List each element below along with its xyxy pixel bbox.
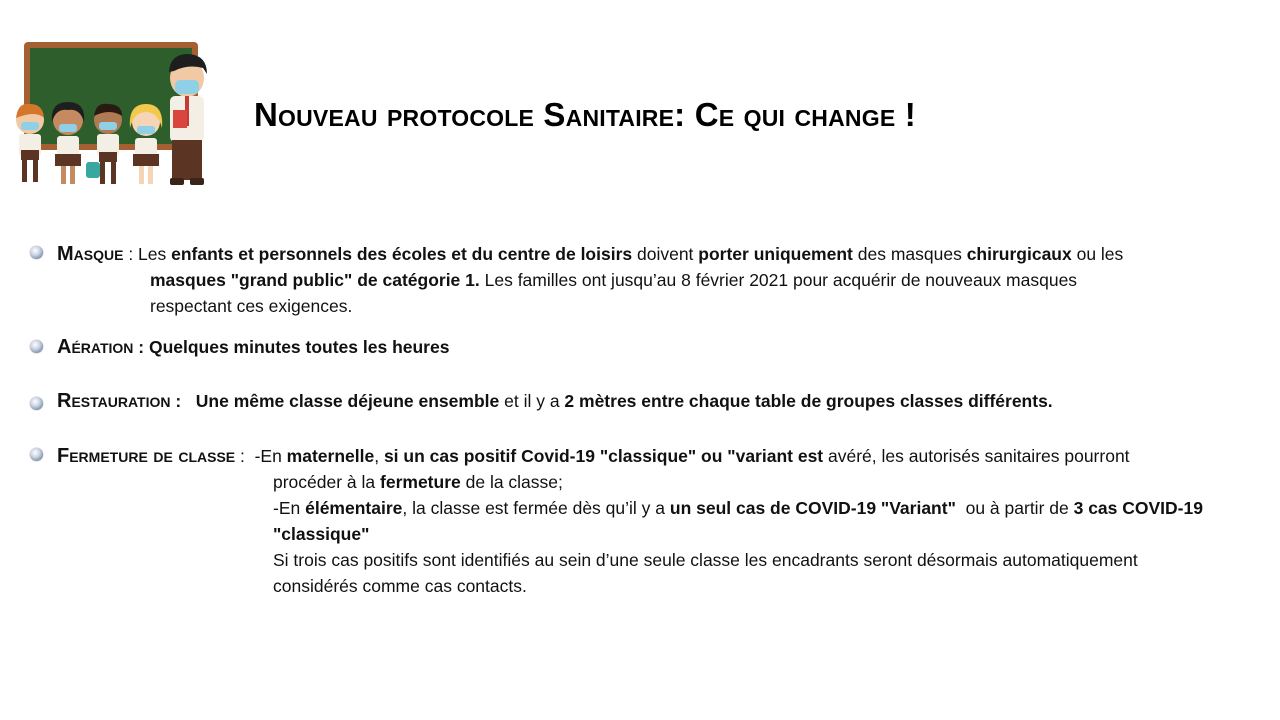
aeration-label: Aération	[57, 336, 134, 358]
bullet-icon	[30, 448, 43, 461]
masque-line-2: masques "grand public" de catégorie 1. Les familles ont jusqu’au 8 février 2021 pour acquérir de nouveaux masques	[150, 270, 1078, 290]
fermeture-line-6: considérés comme cas contacts.	[273, 576, 527, 596]
classroom-illustration	[10, 38, 220, 190]
fermeture-line-5: Si trois cas positifs sont identifiés au sein d’une seule classe les encadrants seront désormais automatiquement	[273, 550, 1138, 570]
bullet-icon	[30, 246, 43, 259]
fermeture-label: Fermeture de classe	[57, 445, 236, 467]
restauration-label: Restauration	[57, 390, 171, 412]
fermeture-line-4: "classique"	[273, 524, 370, 544]
fermeture-line-3: -En élémentaire, la classe est fermée dès qu’il y a un seul cas de COVID-19 "Variant" ou à partir de 3 cas COVID-19	[273, 498, 1203, 518]
fermeture-line-2: procéder à la fermeture de la classe;	[273, 472, 563, 492]
masque-line-3: respectant ces exigences.	[150, 296, 353, 316]
page-title: Nouveau protocole Sanitaire: Ce qui change !	[254, 96, 916, 133]
bullet-icon	[30, 340, 43, 353]
bullet-icon	[30, 397, 43, 410]
masque-label: Masque	[57, 243, 124, 265]
